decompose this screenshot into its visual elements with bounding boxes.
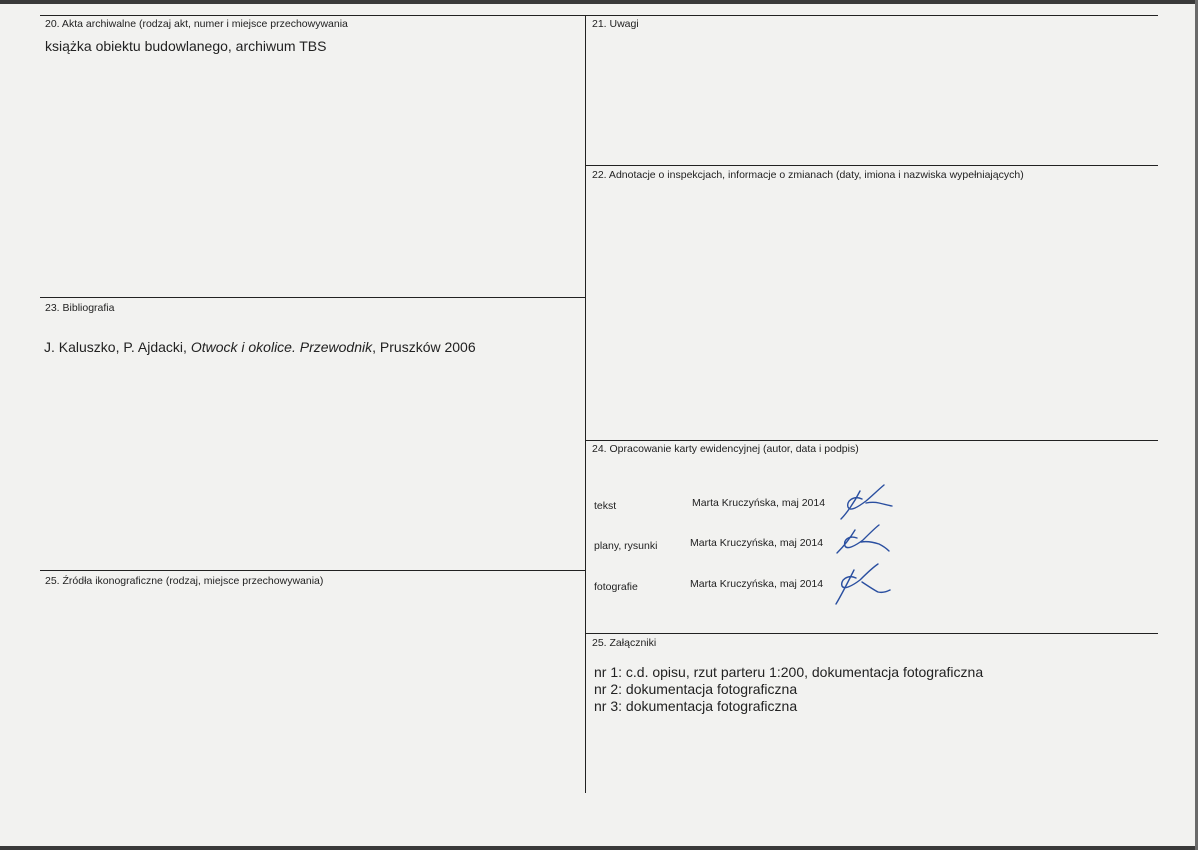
rule-s21-top — [586, 15, 1158, 16]
s24-row-author-plany: Marta Kruczyńska, maj 2014 — [690, 537, 824, 549]
s25b-label: 25. Załączniki — [592, 637, 657, 649]
s24-label: 24. Opracowanie karty ewidencyjnej (autor, data i podpis) — [592, 443, 859, 455]
s20-label: 20. Akta archiwalne (rodzaj akt, numer i miejsce przechowywania — [45, 18, 348, 30]
attachment-item-2: nr 2: dokumentacja fotograficzna — [594, 681, 798, 697]
signature-fotografie — [832, 560, 892, 606]
attachment-item-1: nr 1: c.d. opisu, rzut parteru 1:200, dokumentacja fotograficzna — [594, 664, 984, 680]
rule-s20-top — [40, 15, 586, 16]
attachment-item-3: nr 3: dokumentacja fotograficzna — [594, 698, 798, 714]
rule-s22-top — [586, 165, 1158, 166]
s23-label: 23. Bibliografia — [45, 302, 115, 314]
s23-bibliography-entry — [44, 339, 476, 355]
bib-rest: , Pruszków 2006 — [372, 339, 476, 355]
s24-row-type-tekst: tekst — [594, 500, 617, 512]
bib-title: Otwock i okolice. Przewodnik — [190, 339, 373, 355]
scan-edge-bottom — [0, 846, 1198, 850]
rule-s23-top — [40, 297, 586, 298]
rule-s25a-top — [40, 570, 586, 571]
signature-plany — [835, 520, 895, 562]
s22-label: 22. Adnotacje o inspekcjach, informacje o zmianach (daty, imiona i nazwiska wypełniających) — [592, 169, 1024, 181]
s24-row-author-fotografie: Marta Kruczyńska, maj 2014 — [690, 578, 824, 590]
s24-row-type-plany: plany, rysunki — [594, 540, 658, 552]
rule-center-divider — [585, 15, 586, 793]
s21-label: 21. Uwagi — [592, 18, 639, 30]
s24-row-type-fotografie: fotografie — [594, 581, 638, 593]
scan-edge-top — [0, 0, 1198, 4]
rule-s25b-top — [586, 633, 1158, 634]
bib-authors: J. Kaluszko, P. Ajdacki, — [44, 339, 191, 355]
s25a-label: 25. Źródła ikonograficzne (rodzaj, miejsce przechowywania) — [45, 575, 324, 587]
s20-value: książka obiektu budowlanego, archiwum TBS — [45, 38, 327, 54]
s24-row-author-tekst: Marta Kruczyńska, maj 2014 — [692, 497, 826, 509]
rule-s24-top — [586, 440, 1158, 441]
